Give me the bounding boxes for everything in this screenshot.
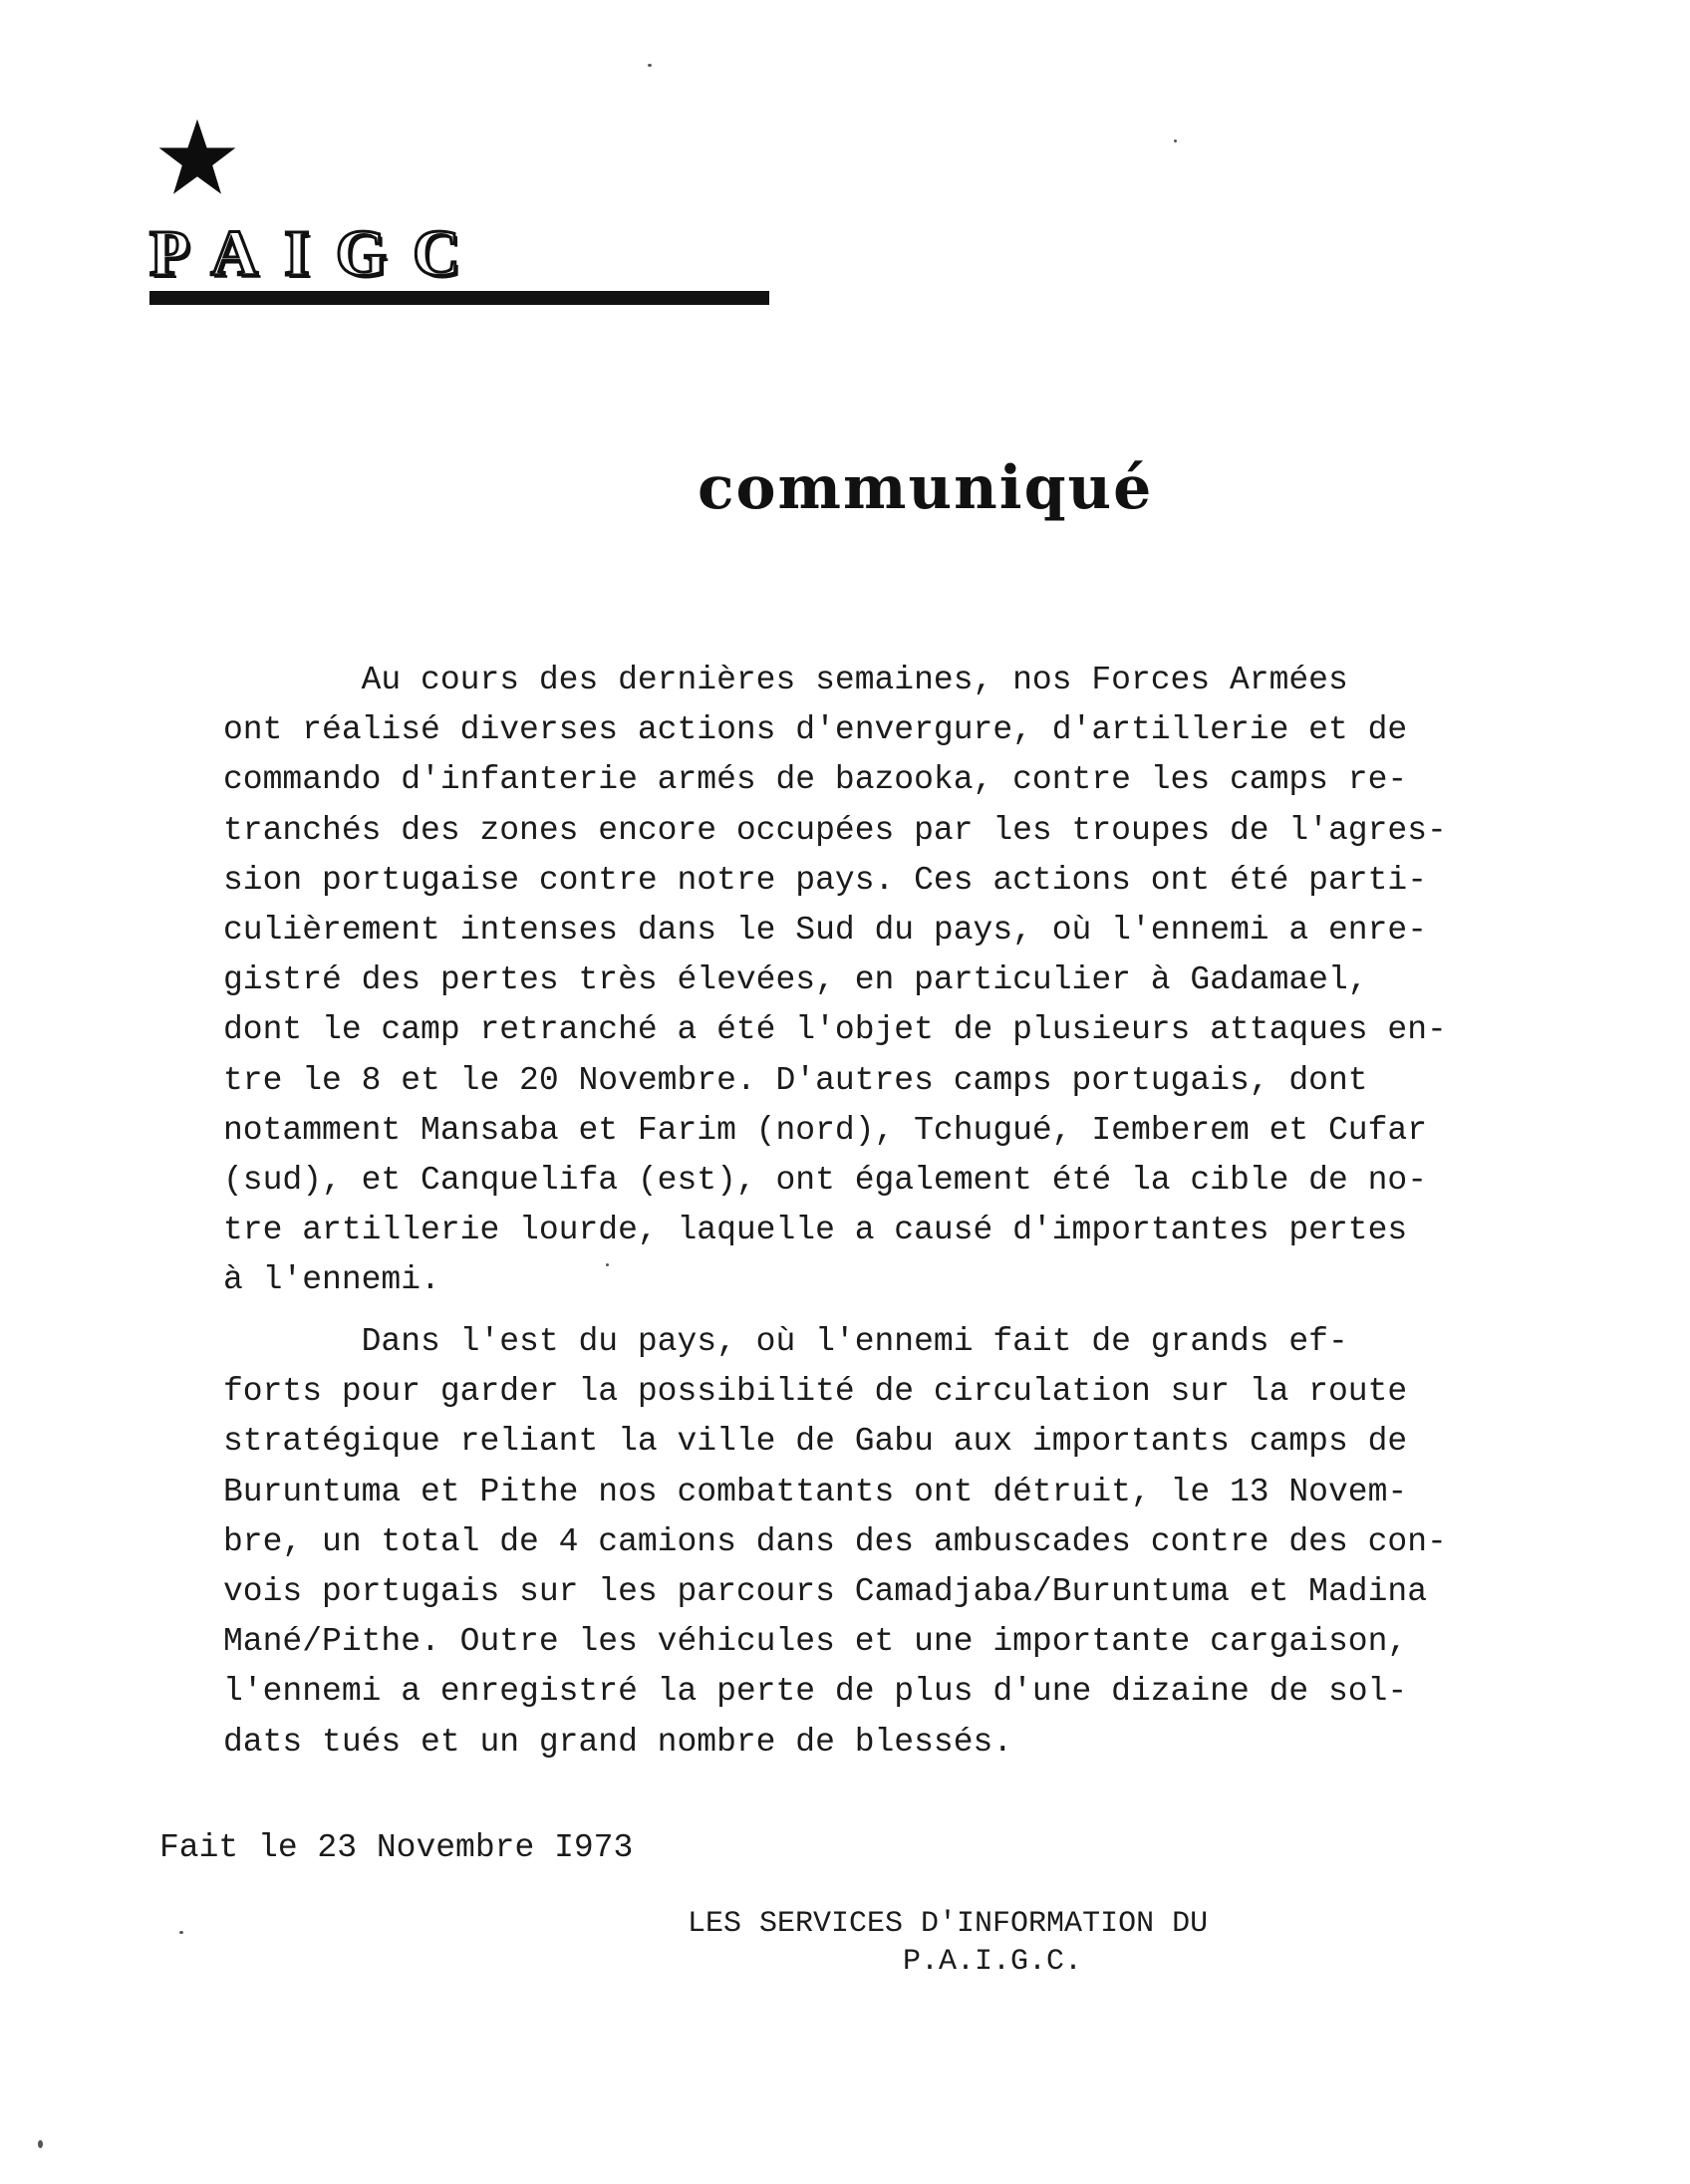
logo-underline	[149, 291, 769, 305]
signature-line-2: P.A.I.G.C.	[688, 1945, 1083, 1979]
scan-speck	[38, 2140, 43, 2148]
signature-line-1: LES SERVICES D'INFORMATION DU	[688, 1907, 1209, 1941]
star-icon	[157, 118, 237, 197]
scan-speck	[648, 64, 652, 67]
signature-block	[688, 1905, 1285, 1981]
paragraph-1: Au cours des dernières semaines, nos Forces Armées ont réalisé diverses actions d'envergure, d'artillerie et de commando d'infanterie armés de bazooka, contre les camps re- tranchés des zones encore occupées par les troupes de l'agres- sion portugaise contre notre pays. Ces actions ont été parti- culièrement intenses dans le Sud du pays, où l'ennemi a enre- gistré des pertes très élevées, en particulier à Gadamael, dont le camp retranché a été l'objet de plusieurs attaques en- tre le 8 et le 20 Novembre. D'autres camps portugais, dont notamment Mansaba et Farim (nord), Tchugué, Iemberem et Cufar (sud), et Canquelifa (est), ont également été la cible de no- tre artillerie lourde, laquelle a causé d'importantes pertes à l'ennemi.	[223, 662, 1447, 1299]
document-title: communiqué	[698, 453, 1154, 523]
scan-speck	[179, 1931, 183, 1934]
scan-speck	[606, 1263, 609, 1266]
organization-logo: PAIGC	[149, 217, 486, 290]
paragraph-2: Dans l'est du pays, où l'ennemi fait de grands ef- forts pour garder la possibilité de circulation sur la route stratégique reliant la ville de Gabu aux importants camps de Buruntuma et Pithe nos combattants ont détruit, le 13 Novem- bre, un total de 4 camions dans des ambuscades contre des con- vois portugais sur les parcours Camadjaba/Buruntuma et Madina Mané/Pithe. Outre les véhicules et une importante cargaison, l'ennemi a enregistré la perte de plus d'une dizaine de sol- dats tués et un grand nombre de blessés.	[223, 1323, 1447, 1761]
scan-speck	[1174, 139, 1177, 142]
date-line: Fait le 23 Novembre I973	[159, 1829, 634, 1866]
